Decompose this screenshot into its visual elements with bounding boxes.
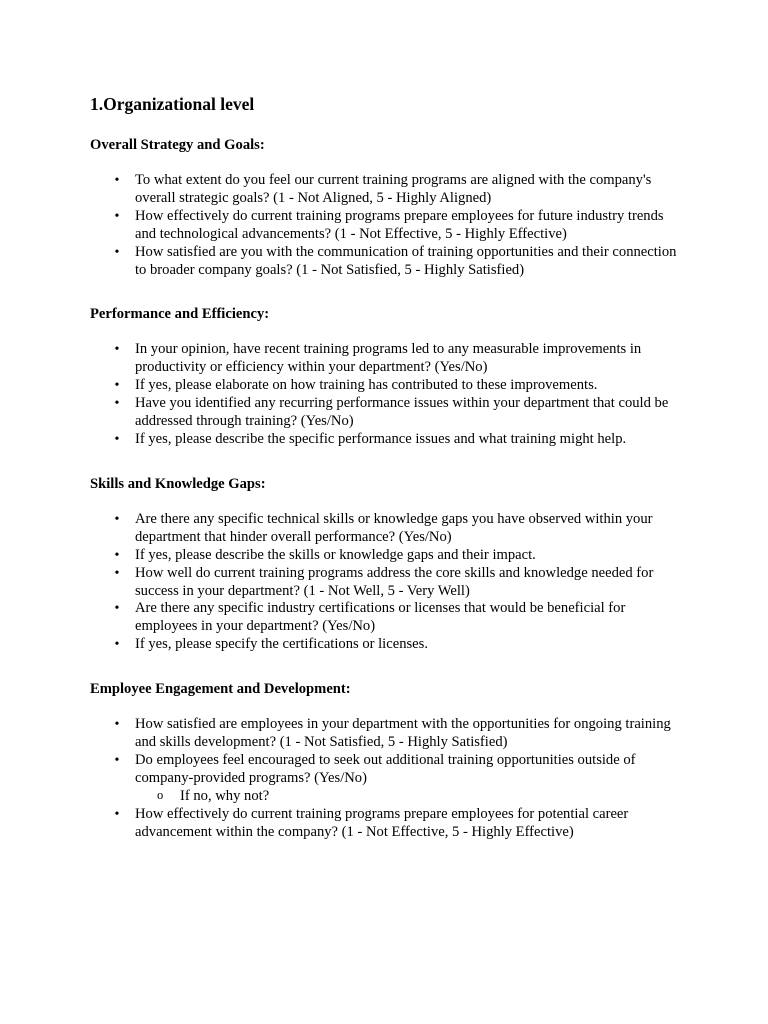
- bullet-icon: •: [114, 601, 120, 617]
- question-item: [90, 565, 680, 601]
- question-text: How well do current training programs address the core skills and knowledge needed for success in your department? (1 - Not Well, 5 - Very Well): [135, 564, 654, 599]
- bullet-icon: •: [114, 342, 120, 358]
- bullet-icon: •: [114, 806, 120, 822]
- question-item: [90, 636, 680, 654]
- question-text: How satisfied are employees in your department with the opportunities for ongoing training and skills development? (1 - Not Satisfied, 5 - Highly Satisfied): [135, 716, 671, 751]
- sub-question-item: [135, 788, 680, 806]
- question-text: If yes, please describe the specific performance issues and what training might help.: [135, 430, 627, 447]
- sub-question-text: If no, why not?: [180, 787, 270, 804]
- question-item: [90, 431, 680, 449]
- bullet-icon: •: [114, 396, 120, 412]
- bullet-icon: •: [114, 511, 120, 527]
- question-text: How effectively do current training programs prepare employees for future industry trends and technological advancements? (1 - Not Effective, 5 - Highly Effective): [135, 207, 664, 242]
- question-item: [90, 395, 680, 431]
- circle-bullet-icon: o: [157, 787, 164, 802]
- question-item: [90, 600, 680, 636]
- section-heading: Skills and Knowledge Gaps:: [90, 475, 266, 492]
- question-text: To what extent do you feel our current training programs are aligned with the company's overall strategic goals? (1 - Not Aligned, 5 - Highly Aligned): [135, 172, 652, 206]
- question-item: [90, 377, 680, 395]
- question-item: [90, 716, 680, 752]
- sections-container: [90, 136, 680, 841]
- question-item: [90, 806, 680, 842]
- bullet-icon: •: [114, 208, 120, 224]
- question-list: [90, 341, 680, 448]
- document-page: [90, 92, 680, 841]
- bullet-icon: •: [114, 378, 120, 394]
- question-item: [90, 341, 680, 377]
- bullet-icon: •: [114, 565, 120, 581]
- question-text: If yes, please describe the skills or knowledge gaps and their impact.: [135, 546, 536, 563]
- question-item: [90, 172, 680, 208]
- bullet-icon: •: [114, 431, 120, 447]
- question-text: If yes, please specify the certifications or licenses.: [135, 636, 428, 653]
- question-item: [90, 511, 680, 547]
- question-list: [90, 511, 680, 654]
- question-list: [90, 172, 680, 279]
- bullet-icon: •: [114, 637, 120, 653]
- question-text: In your opinion, have recent training programs led to any measurable improvements in productivity or efficiency within your department? (Yes/No): [135, 341, 642, 376]
- question-item: [90, 244, 680, 280]
- question-text: Are there any specific technical skills or knowledge gaps you have observed within your department that hinder overall performance? (Yes/No): [135, 510, 653, 545]
- bullet-icon: •: [114, 752, 120, 768]
- section-heading: Employee Engagement and Development:: [90, 681, 351, 698]
- question-text: How satisfied are you with the communication of training opportunities and their connection to broader company goals? (1 - Not Satisfied, 5 - Highly Satisfied): [135, 243, 677, 278]
- bullet-icon: •: [114, 244, 120, 260]
- bullet-icon: •: [114, 547, 120, 563]
- question-text: If yes, please elaborate on how training has contributed to these improvements.: [135, 377, 598, 394]
- question-item: [90, 547, 680, 565]
- sub-question-list: [90, 788, 680, 806]
- section-heading: Performance and Efficiency:: [90, 306, 270, 323]
- question-text: Are there any specific industry certifications or licenses that would be beneficial for employees in your department? (Yes/No): [135, 600, 626, 635]
- question-item: [90, 752, 680, 788]
- page-title: 1.Organizational level: [90, 94, 255, 114]
- question-list: [90, 716, 680, 841]
- question-text: How effectively do current training programs prepare employees for potential career advancement within the company? (1 - Not Effective, 5 - Highly Effective): [135, 805, 629, 840]
- bullet-icon: •: [114, 717, 120, 733]
- bullet-icon: •: [114, 173, 120, 188]
- question-text: Do employees feel encouraged to seek out additional training opportunities outside of company-provided programs? (Yes/No): [135, 751, 636, 786]
- question-item: [90, 208, 680, 244]
- section-heading: Overall Strategy and Goals:: [90, 137, 265, 153]
- question-text: Have you identified any recurring performance issues within your department that could be addressed through training? (Yes/No): [135, 395, 669, 430]
